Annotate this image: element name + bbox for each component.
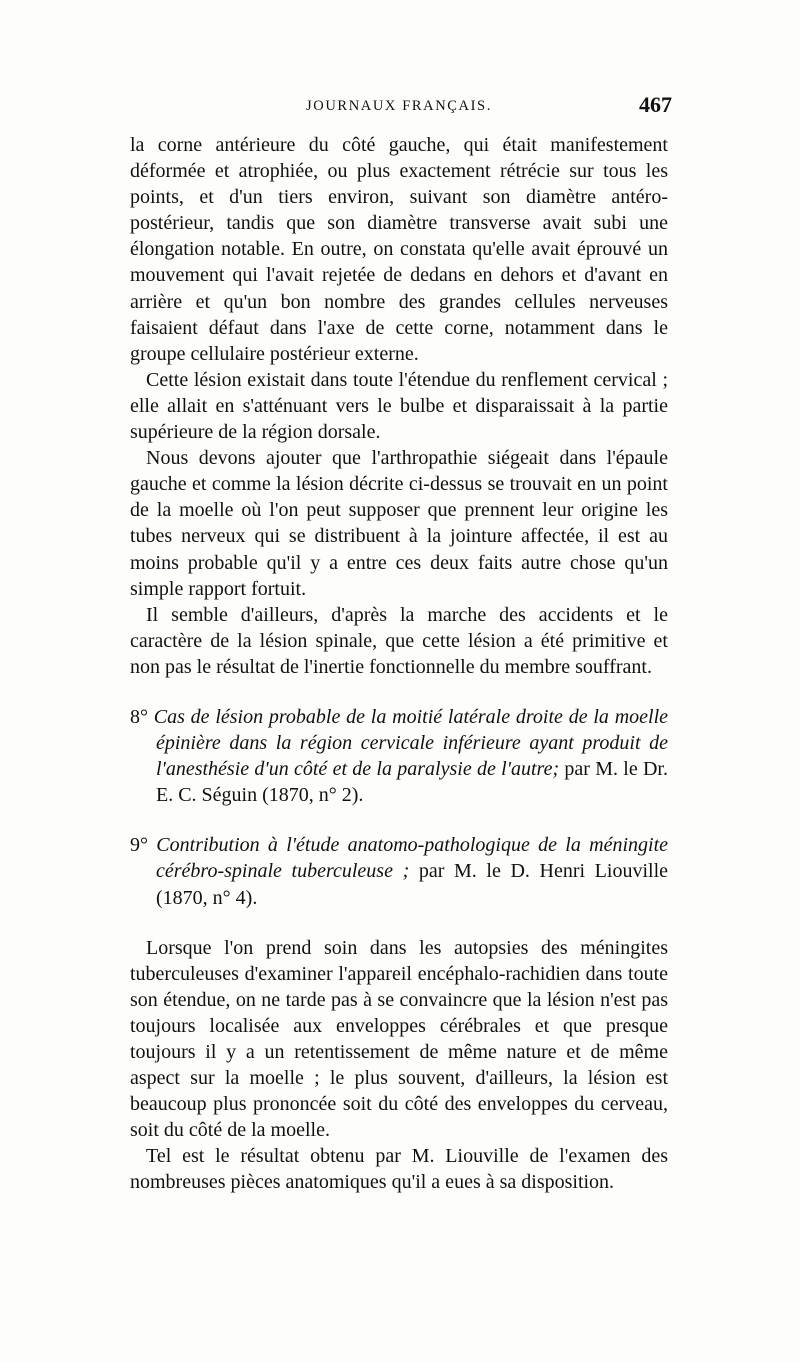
entry-authorship: par M. le Dr. E. C. Séguin (1870, n° 2). (156, 758, 668, 807)
paragraph: Lorsque l'on prend soin dans les autopsies des méningites tuberculeuses d'examiner l'appareil encéphalo-rachidien dans toute son étendue, on ne tarde pas à se convaincre que la lésion n'est pas toujours localisée aux enveloppes cérébrales et que presque toujours il y a un retentissement de même nature et de même aspect sur la moelle ; le plus souvent, d'ailleurs, la lésion est beaucoup plus prononcée soit du côté des enveloppes du cerveau, soit du côté de la moelle. (130, 936, 668, 1142)
entry-title: Cas de lésion probable de la moitié latérale droite de la moelle épinière dans la région cervicale inférieure ayant produit de l'anesthésie d'un côté et de la paralysie de l'autre; (153, 705, 669, 781)
section-gap (130, 911, 668, 935)
bibliographic-entry-9 (130, 832, 668, 910)
paragraph-continuation: la corne antérieure du côté gauche, qui était manifestement déformée et atrophiée, ou plus exactement rétrécie sur tous les points, et d'un tiers environ, suivant son diamètre antéro-postérieur, tandis que son diamètre transverse avait subi une élongation notable. En outre, on constata qu'elle avait éprouvé un mouvement qui l'avait rejetée de dedans en dehors et d'avant en arrière et qu'un bon nombre des grandes cellules nerveuses faisaient défaut dans l'axe de cette corne, notamment dans le groupe cellulaire postérieur externe. (130, 134, 668, 365)
paragraph: Tel est le résultat obtenu par M. Liouville de l'examen des nombreuses pièces anatomiques qu'il a eues à sa disposition. (130, 1145, 668, 1194)
bibliographic-entry-8 (130, 704, 668, 808)
section-gap (130, 808, 668, 832)
book-page (0, 92, 800, 1362)
entry-number: 8° (130, 705, 148, 728)
section-gap (130, 680, 668, 704)
page-header (130, 92, 672, 122)
paragraph: Nous devons ajouter que l'arthropathie siégeait dans l'épaule gauche et comme la lésion décrite ci-dessus se trouvait en un point de la moelle où l'on peut supposer que prennent leur origine les tubes nerveux qui se distribuent à la jointure affectée, il est au moins probable qu'il y a entre ces deux faits autre chose qu'un simple rapport fortuit. (130, 447, 668, 600)
entry-title: Contribution à l'étude anatomo-pathologique de la méningite cérébro-spinale tuberculeuse ; (156, 834, 668, 883)
page-number: 467 (639, 92, 672, 117)
main-text (130, 132, 668, 1196)
running-title: JOURNAUX FRANÇAIS. (306, 98, 492, 114)
paragraph: Il semble d'ailleurs, d'après la marche des accidents et le caractère de la lésion spinale, que cette lésion a été primitive et non pas le résultat de l'inertie fonctionnelle du membre souffrant. (130, 603, 668, 678)
paragraph: Cette lésion existait dans toute l'étendue du renflement cervical ; elle allait en s'atténuant vers le bulbe et disparaissait à la partie supérieure de la région dorsale. (130, 368, 668, 444)
entry-authorship: par M. le D. Henri Liouville (1870, n° 4). (156, 860, 668, 909)
entry-number: 9° (130, 834, 148, 857)
